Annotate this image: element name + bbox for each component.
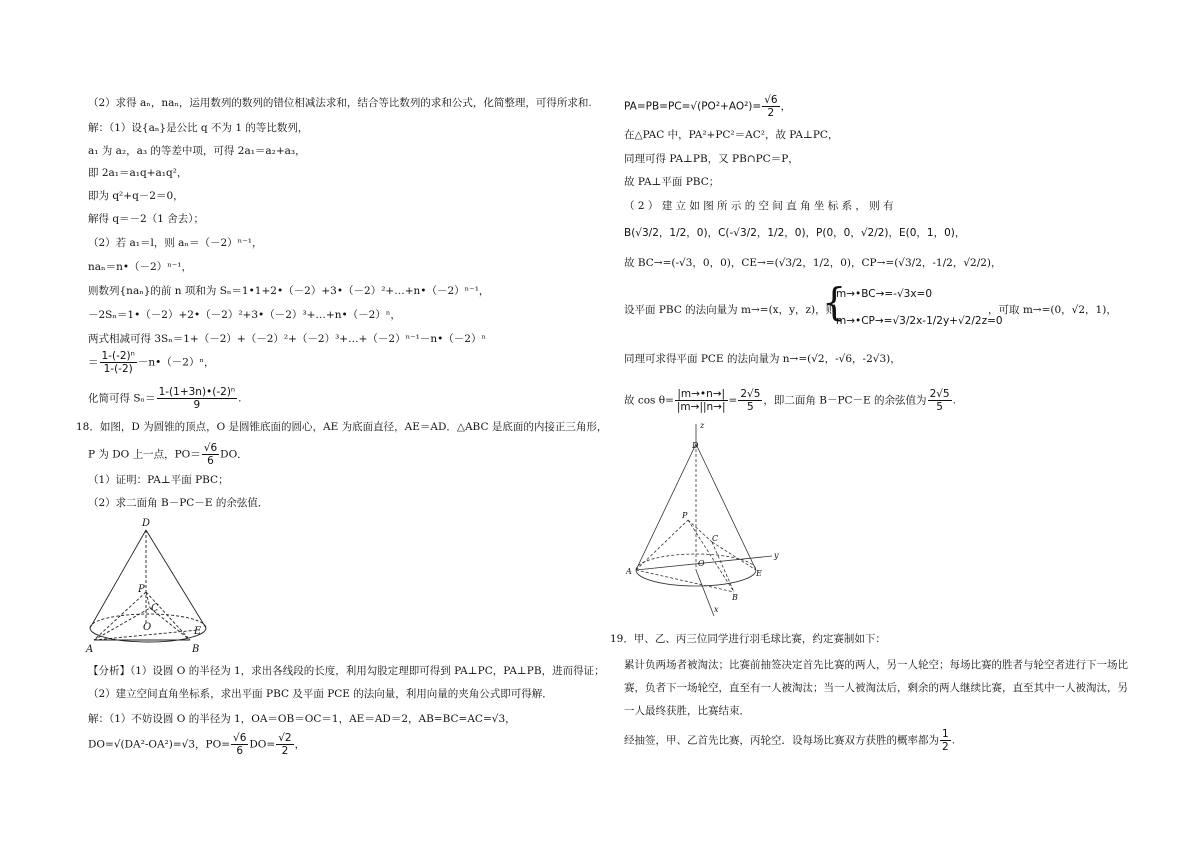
solution-line-5: 解得 q＝－2（1 舍去）； (88, 213, 205, 225)
label-D: D (692, 441, 699, 450)
solution-line-8: 则数列{naₙ}的前 n 项和为 Sₙ＝1•1+2•（－2）+3•（－2）²+…+n•（－2）ⁿ⁻¹， (88, 285, 490, 297)
question-19-rule-1: 累计负两场者被淘汰；比赛前抽签决定首先比赛的两人，另一人轮空；每场比赛的胜者与轮空者进行下一场比 (624, 659, 1128, 671)
fraction: $\frac{2√5}{5}$ (740, 388, 761, 413)
fraction: $\frac{√6}{2}$ (764, 94, 778, 119)
right-line-10: 故 cos θ= $\frac{|m\to•n\to|}{|m\to||n\to|}$ = $\frac{2√5}{5}$ ，即二面角 B－PC－E 的余弦值为 $\frac{2√5}{5}$ . (624, 388, 956, 413)
label-C: C (151, 603, 159, 614)
label-B: B (192, 644, 200, 655)
right-line-5: （ 2 ） 建 立 如 图 所 示 的 空 间 直 角 坐 标 系 ， 则 有 (624, 200, 894, 212)
question-19-rule-3: 一人最终获胜，比赛结束． (624, 705, 750, 717)
question-18-part1: （1）证明：PA⊥平面 PBC； (88, 474, 229, 486)
cone-figure (80, 512, 220, 660)
right-line-8-pre: 设平面 PBC 的法向量为 m→=(x，y，z)，则 (624, 304, 837, 316)
label-P: P (682, 511, 688, 520)
analysis-line-2: （2）建立空间直角坐标系，求出平面 PBC 及平面 PCE 的法向量，利用向量的夹角公式即可得解． (88, 688, 553, 700)
solution-line-10: 两式相减可得 3Sₙ＝1+（－2）+（－2）²+（－2）³+…+（－2）ⁿ⁻¹－n•（－2）ⁿ (88, 333, 487, 345)
right-line-1: PA=PB=PC=√(PO²+AO²)= $\frac{√6}{2}$ ， (624, 94, 792, 119)
label-E: E (756, 569, 762, 578)
question-19-rule-2: 赛，负者下一场轮空，直至有一人被淘汰；当一人被淘汰后，剩余的两人继续比赛，直至其中一人被淘汰，另 (624, 682, 1128, 694)
fraction: $\frac{\text{1-(1+3n)•(-2)ⁿ}}{9}$ (158, 386, 236, 411)
label-A: A (86, 644, 94, 655)
fraction: $\frac{\text{1-(-2)ⁿ}}{1-(-2)}$ (101, 350, 135, 375)
question-18-stem-2: P 为 DO 上一点，PO＝ $\frac{√6}{6}$ DO． (88, 442, 248, 467)
fraction: $\frac{√2}{2}$ (278, 732, 292, 757)
label-A: A (626, 567, 632, 576)
solution-line-7: naₙ＝n•（－2）ⁿ⁻¹， (88, 261, 192, 273)
cone-coordinate-figure (622, 420, 792, 616)
right-line-4: 故 PA⊥平面 PBC； (624, 176, 720, 188)
right-line-9: 同理可求得平面 PCE 的法向量为 n→=(√2，-√6，-2√3)， (624, 353, 901, 365)
label-B: B (732, 593, 738, 602)
label-C: C (712, 534, 719, 543)
question-18-part2: （2）求二面角 B－PC－E 的余弦值． (88, 497, 269, 509)
right-line-3: 同理可得 PA⊥PB，又 PB∩PC＝P， (624, 153, 799, 165)
fraction: $\frac{√6}{6}$ (203, 442, 218, 467)
system-eq-2: m→•CP→=√3/2x-1/2y+√2/2z=0 (836, 315, 1003, 327)
solution-line-9: －2Sₙ＝1•（－2）+2•（－2）²+3•（－2）³+…+n•（－2）ⁿ， (88, 309, 401, 321)
axis-y-label: y (774, 551, 779, 560)
right-line-6: B(√3/2，1/2，0)，C(-√3/2，1/2，0)，P(0，0，√2/2)，E(0，1，0)， (624, 227, 966, 239)
proof-line-2: DO=√(DA²-OA²)=√3，PO= $\frac{√6}{6}$ DO= $\frac{√2}{2}$ ， (88, 732, 306, 757)
analysis-part2: （2）求得 aₙ，naₙ，运用数列的数列的错位相减法求和，结合等比数列的求和公式，化简整理，可得所求和. (88, 97, 592, 109)
question-18-stem: 18．如图，D 为圆锥的顶点，O 是圆锥底面的圆心，AE 为底面直径，AE＝AD．△ABC 是底面的内接正三角形， (76, 421, 608, 433)
axis-x-label: x (714, 605, 719, 614)
proof-line-1: 解：（1）不妨设圆 O 的半径为 1，OA＝OB＝OC＝1，AE＝AD＝2，AB=BC=AC=√3， (88, 713, 516, 725)
solution-line-11: ＝ $\frac{\text{1-(-2)ⁿ}}{1-(-2)}$ －n•（－2）ⁿ， (88, 350, 215, 375)
right-line-7: 故 BC→=(-√3，0，0)，CE→=(√3/2，1/2，0)，CP→=(√3/2，-1/2，√2/2)， (624, 257, 1002, 269)
label-O: O (698, 559, 705, 568)
solution-line-3: 即 2a₁＝a₁q+a₁q²， (88, 167, 188, 179)
fraction: $\frac{2√5}{5}$ (929, 388, 950, 413)
label-O: O (143, 622, 152, 633)
axis-z-label: z (700, 421, 705, 430)
fraction: $\frac{|m\to•n\to|}{|m\to||n\to|}$ (676, 388, 726, 413)
label-E: E (194, 626, 202, 637)
right-line-2: 在△PAC 中，PA²+PC²＝AC²，故 PA⊥PC， (624, 129, 839, 141)
solution-line-4: 即为 q²+q－2＝0， (88, 190, 184, 202)
label-P: P (138, 584, 145, 595)
question-19-stem: 19．甲、乙、丙三位同学进行羽毛球比赛，约定赛制如下： (610, 633, 886, 645)
question-19-condition: 经抽签，甲、乙首先比赛，丙轮空．设每场比赛双方获胜的概率都为 $\frac{1}{2}$ . (624, 728, 956, 753)
label-D: D (142, 518, 151, 529)
right-line-8-post: ，可取 m→=(0，√2，1)， (988, 304, 1117, 316)
fraction: $\frac{√6}{6}$ (233, 732, 247, 757)
solution-line-1: 解：（1）设{aₙ}是公比 q 不为 1 的等比数列， (88, 122, 309, 134)
solution-line-12: 化简可得 Sₙ＝ $\frac{\text{1-(1+3n)•(-2)ⁿ}}{9}$ . (88, 386, 242, 411)
system-eq-1: m→•BC→=-√3x=0 (836, 288, 933, 300)
solution-line-2: a₁ 为 a₂，a₃ 的等差中项，可得 2a₁＝a₂+a₃， (88, 145, 306, 157)
system-brace: { (822, 280, 847, 324)
solution-line-6: （2）若 a₁＝l，则 aₙ＝（－2）ⁿ⁻¹， (88, 237, 263, 249)
analysis-line-1: 【分析】（1）设圆 O 的半径为 1，求出各线段的长度，利用勾股定理即可得到 PA⊥PC，PA⊥PB，进而得证； (88, 665, 605, 677)
fraction: $\frac{1}{2}$ (942, 728, 949, 753)
